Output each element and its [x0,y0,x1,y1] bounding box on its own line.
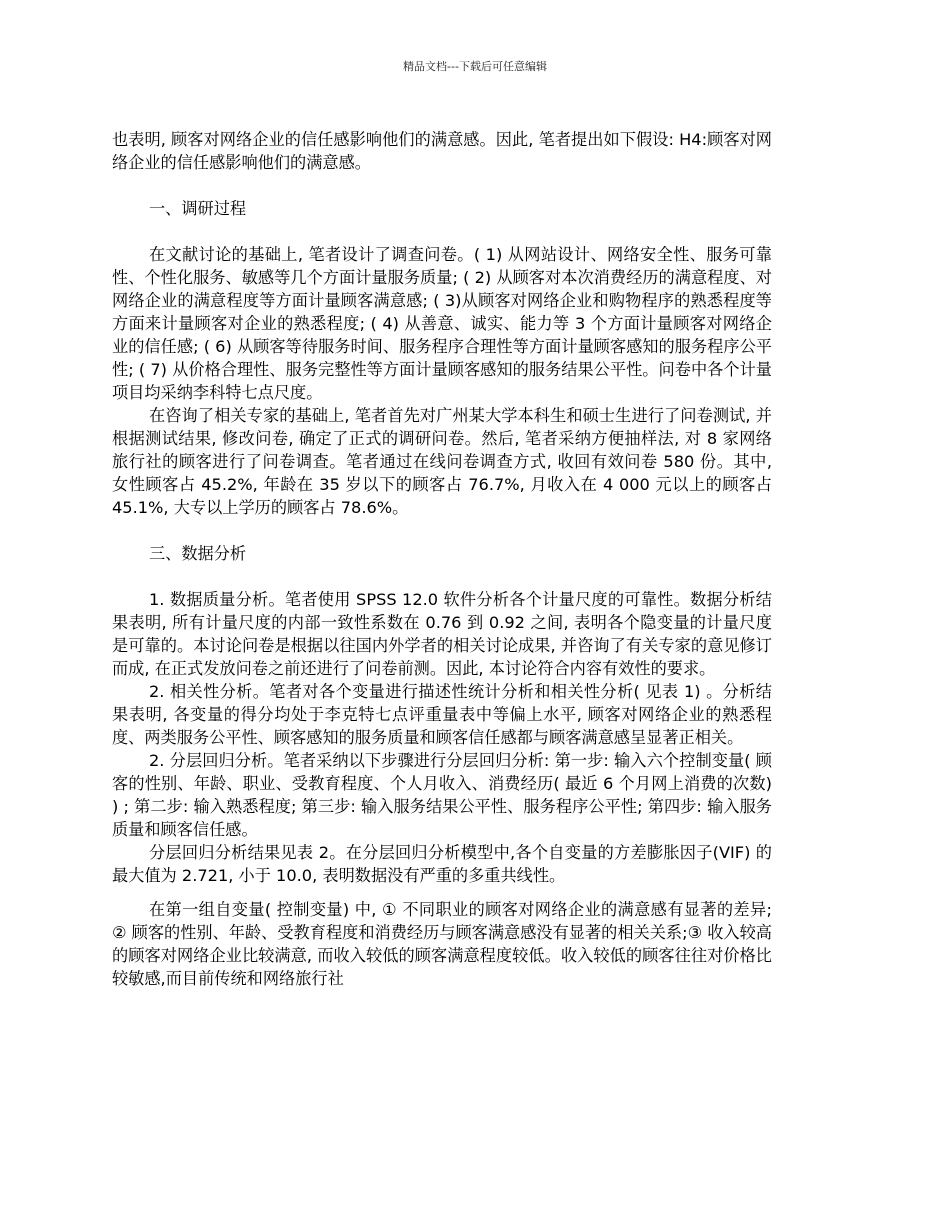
paragraph-data-quality: 1. 数据质量分析。笔者使用 SPSS 12.0 软件分析各个计量尺度的可靠性。数据分析结果表明, 所有计量尺度的内部一致性系数在 0.76 到 0.92 之间, 表明各个隐变量的计量尺度是可靠的。本讨论问卷是根据以往国内外学者的相关讨论成果, 并咨询了有关专家的意见修订而成, 在正式发放问卷之前还进行了问卷前测。因此, 本讨论符合内容有效性的要求。 [112,590,772,678]
paragraph-regression-results: 分层回归分析结果见表 2。在分层回归分析模型中,各个自变量的方差膨胀因子(VIF) 的最大值为 2.721, 小于 10.0, 表明数据没有严重的多重共线性。 [112,843,772,885]
section-heading-data-analysis: 三、数据分析 [149,544,247,563]
section-heading-research-process: 一、调研过程 [149,199,247,218]
paragraph-intro: 也表明, 顾客对网络企业的信任感影响他们的满意感。因此, 笔者提出如下假设: H4:顾客对网络企业的信任感影响他们的满意感。 [112,130,772,172]
paragraph-control-variables: 在第一组自变量( 控制变量) 中, ① 不同职业的顾客对网络企业的满意感有显著的差异; ② 顾客的性别、年龄、受教育程度和消费经历与顾客满意感没有显著的相关关系;③ 收入较高的顾客对网络企业比较满意, 而收入较低的顾客满意程度较低。收入较低的顾客往往对价格比较敏感,而目前传统和网络旅行社 [112,900,772,988]
document-body [112,128,772,990]
paragraph-hierarchical-regression: 2. 分层回归分析。笔者采纳以下步骤进行分层回归分析: 第一步: 输入六个控制变量( 顾客的性别、年龄、职业、受教育程度、个人月收入、消费经历( 最近 6 个月网上消费的次数) ) ; 第二步: 输入熟悉程度; 第三步: 输入服务结果公平性、服务程序公平性; 第四步: 输入服务质量和顾客信任感。 [112,751,772,839]
paragraph-questionnaire-design: 在文献讨论的基础上, 笔者设计了调查问卷。( 1) 从网站设计、网络安全性、服务可靠性、个性化服务、敏感等几个方面计量服务质量; ( 2) 从顾客对本次消费经历的满意程度、对网络企业的满意程度等方面计量顾客满意感; ( 3)从顾客对网络企业和购物程序的熟悉程度等方面来计量顾客对企业的熟悉程度; ( 4) 从善意、诚实、能力等 3 个方面计量顾客对网络企业的信任感; ( 6) 从顾客等待服务时间、服务程序合理性等方面计量顾客感知的服务程序公平性; ( 7) 从价格合理性、服务完整性等方面计量顾客感知的服务结果公平性。问卷中各个计量项目均采纳李科特七点尺度。 [112,245,772,402]
paragraph-correlation: 2. 相关性分析。笔者对各个变量进行描述性统计分析和相关性分析( 见表 1) 。分析结果表明, 各变量的得分均处于李克特七点评重量表中等偏上水平, 顾客对网络企业的熟悉程度、两类服务公平性、顾客感知的服务质量和顾客信任感都与顾客满意感呈显著正相关。 [112,682,772,747]
page-header: 精品文档---下载后可任意编辑 [403,60,547,73]
paragraph-survey-sample: 在咨询了相关专家的基础上, 笔者首先对广州某大学本科生和硕士生进行了问卷测试, 并根据测试结果, 修改问卷, 确定了正式的调研问卷。然后, 笔者采纳方便抽样法, 对 8 家网络旅行社的顾客进行了问卷调查。笔者通过在线问卷调查方式, 收回有效问卷 580 份。其中, 女性顾客占 45.2%, 年龄在 35 岁以下的顾客占 76.7%, 月收入在 4 000 元以上的顾客占 45.1%, 大专以上学历的顾客占 78.6%。 [112,406,772,517]
